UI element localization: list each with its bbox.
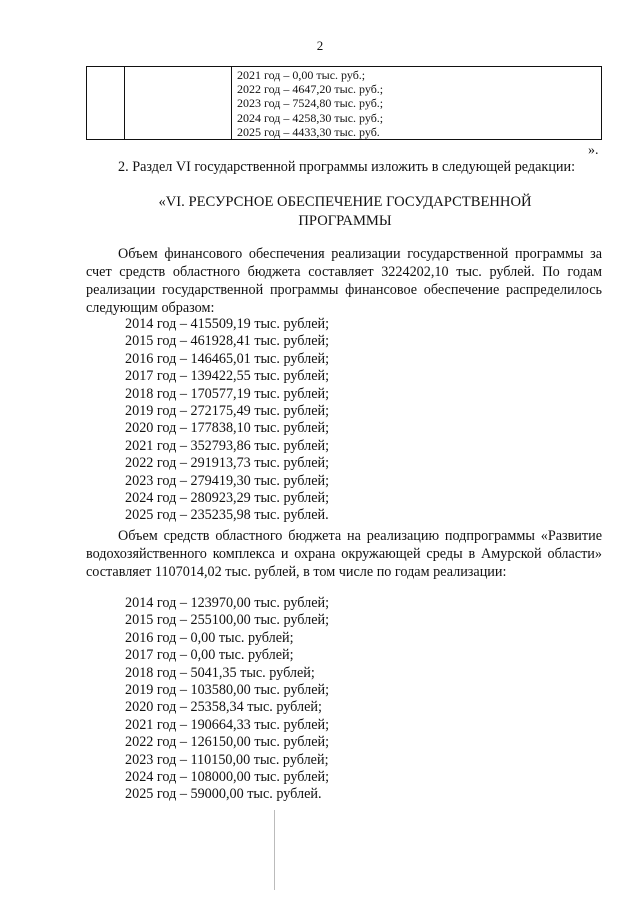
list-item: 2016 год – 146465,01 тыс. рублей; [125,350,330,367]
list-item: 2017 год – 0,00 тыс. рублей; [125,647,294,664]
list-item: 2019 год – 272175,49 тыс. рублей; [125,403,330,420]
list-item: 2014 год – 123970,00 тыс. рублей; [125,595,330,611]
paragraph-subprogram-funding: Объем средств областного бюджета на реализацию подпрограммы «Развитие водохозяйственного комплекса и охрана окружающей среды в Амурской области» составляет 1107014,02 тыс. рублей, в том числе по годам реализации: [86,528,602,580]
list-item: 2016 год – 0,00 тыс. рублей; [125,629,294,646]
list-item: 2023 год – 110150,00 тыс. рублей; [125,751,329,768]
list-item: 2024 год – 280923,29 тыс. рублей; [125,490,330,507]
subprogram-funding-list [125,595,485,804]
table-line: 2021 год – 0,00 тыс. руб.; [237,68,366,82]
list-item: 2015 год – 255100,00 тыс. рублей; [125,612,330,629]
section-heading: «VI. РЕСУРСНОЕ ОБЕСПЕЧЕНИЕ ГОСУДАРСТВЕННОЙ ПРОГРАММЫ [158,194,532,229]
paragraph-total-funding: Объем финансового обеспечения реализации государственной программы за счет средств областного бюджета составляет 3224202,10 тыс. рублей. По годам реализации государственной программы финансовое обеспечение распределилось следующим образом: [86,246,602,316]
list-item: 2018 год – 5041,35 тыс. рублей; [125,664,315,681]
list-item: 2020 год – 177838,10 тыс. рублей; [125,420,330,437]
list-item: 2017 год – 139422,55 тыс. рублей; [125,368,330,385]
page-number: 2 [316,38,324,53]
table-line: 2023 год – 7524,80 тыс. руб.; [237,96,384,111]
table-line: 2025 год – 4433,30 тыс. руб. [237,124,380,139]
list-item: 2019 год – 103580,00 тыс. рублей; [125,682,330,699]
list-item: 2022 год – 126150,00 тыс. рублей; [125,734,330,751]
list-item: 2024 год – 108000,00 тыс. рублей; [125,769,330,786]
table-line: 2024 год – 4258,30 тыс. руб.; [237,110,384,125]
list-item: 2021 год – 190664,33 тыс. рублей; [125,716,330,733]
list-item: 2021 год – 352793,86 тыс. рублей; [125,437,330,454]
scan-artifact-line [274,810,275,890]
list-item: 2018 год – 170577,19 тыс. рублей; [125,385,330,402]
list-item: 2022 год – 291913,73 тыс. рублей; [125,455,330,472]
table-column-divider [231,67,232,139]
list-item: 2025 год – 59000,00 тыс. рублей. [125,786,322,803]
table-column-divider [124,67,125,139]
table-cell-funding [237,68,597,139]
closing-quote: ». [588,143,599,158]
list-item: 2025 год – 235235,98 тыс. рублей. [125,507,329,524]
funding-table-fragment [86,66,602,140]
paragraph-amendment: 2. Раздел VI государственной программы изложить в следующей редакции: [118,159,576,175]
list-item: 2023 год – 279419,30 тыс. рублей; [125,472,330,489]
list-item: 2015 год – 461928,41 тыс. рублей; [125,333,330,350]
table-line: 2022 год – 4647,20 тыс. руб.; [237,82,384,97]
list-item: 2020 год – 25358,34 тыс. рублей; [125,699,322,716]
list-item: 2014 год – 415509,19 тыс. рублей; [125,316,330,332]
funding-by-year-list [125,316,485,525]
